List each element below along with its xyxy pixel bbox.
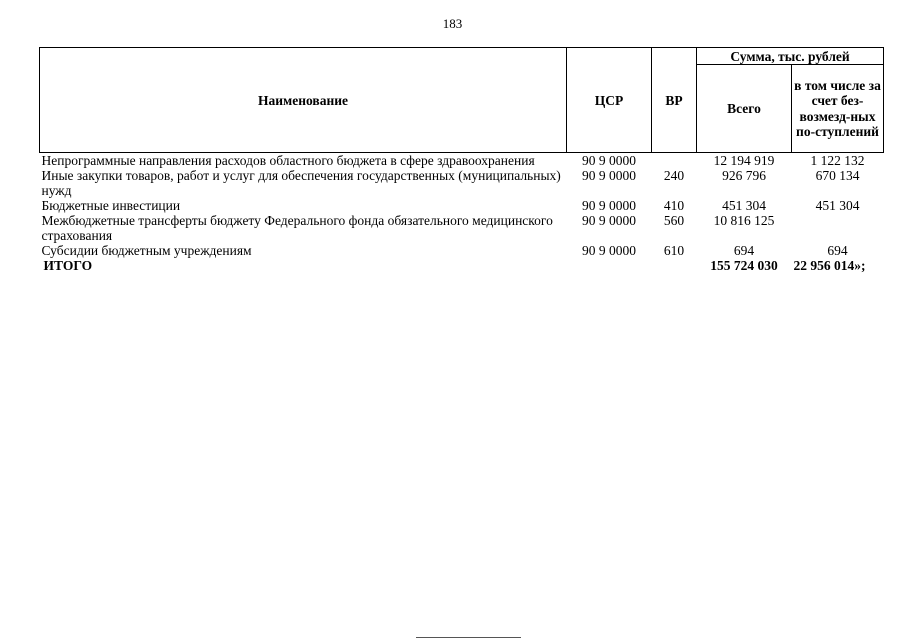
table-row: [40, 168, 884, 198]
row-csr: 90 9 0000: [582, 168, 636, 183]
budget-table: [39, 47, 884, 273]
row-total: 451 304: [722, 198, 766, 213]
page-number: 183: [442, 16, 463, 31]
row-vr: 610: [663, 243, 685, 258]
row-free: 451 304: [815, 198, 860, 213]
row-vr: 560: [663, 213, 685, 228]
row-free: 694: [827, 243, 848, 258]
row-name: Субсидии бюджетным учреждениям: [41, 243, 252, 258]
footer-rule: [416, 637, 521, 638]
total-free: 22 956 014»;: [793, 258, 866, 273]
row-free: 670 134: [815, 168, 860, 183]
total-label: ИТОГО: [43, 258, 93, 273]
total-vr-empty: [652, 258, 697, 273]
total-sum: 155 724 030: [710, 258, 778, 273]
row-csr: 90 9 0000: [582, 198, 636, 213]
table-row: [40, 153, 884, 169]
table-header: [40, 48, 884, 153]
row-free: 1 122 132: [810, 153, 865, 168]
row-csr: 90 9 0000: [582, 153, 636, 168]
total-row: [40, 258, 884, 273]
header-sum-group: Сумма, тыс. рублей: [697, 48, 884, 65]
row-name: Межбюджетные трансферты бюджету Федерального фонда обязательного медицинского страхования: [41, 213, 553, 243]
row-name: Непрограммные направления расходов областного бюджета в сфере здравоохранения: [41, 153, 535, 168]
header-total: Всего: [697, 65, 792, 153]
row-csr: 90 9 0000: [582, 243, 636, 258]
table-row: [40, 213, 884, 243]
table-row: [40, 198, 884, 213]
row-vr: [652, 153, 697, 169]
row-total: 10 816 125: [713, 213, 775, 228]
table-row: [40, 243, 884, 258]
row-name: Иные закупки товаров, работ и услуг для обеспечения государственных (муниципальных) нужд: [41, 168, 561, 198]
header-vr: ВР: [652, 48, 697, 153]
row-vr: 410: [663, 198, 685, 213]
row-vr: 240: [663, 168, 685, 183]
header-csr: ЦСР: [567, 48, 652, 153]
row-total: 12 194 919: [713, 153, 775, 168]
row-free: [792, 213, 884, 243]
row-total: 926 796: [722, 168, 766, 183]
row-csr: 90 9 0000: [582, 213, 636, 228]
header-name: Наименование: [40, 48, 567, 153]
row-name: Бюджетные инвестиции: [41, 198, 181, 213]
total-csr-empty: [567, 258, 652, 273]
header-free: в том числе за счет без-возмезд-ных по-ступлений: [792, 65, 884, 153]
row-total: 694: [733, 243, 755, 258]
